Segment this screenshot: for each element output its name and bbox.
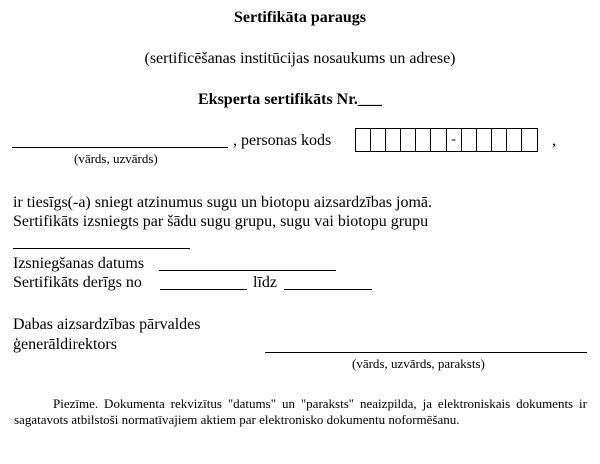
species-group-line	[13, 248, 190, 249]
code-digit-box	[522, 129, 537, 151]
position-line-2: ģenerāldirektors	[13, 336, 117, 353]
trailing-comma: ,	[552, 132, 556, 149]
code-digit-box	[431, 129, 446, 151]
signature-line	[265, 352, 587, 353]
note-paragraph: Piezīme. Dokumenta rekvizītus "datums" un "paraksts" neaizpilda, ja elektroniskais dokuments ir sagatavots atbilstoši normatīvajiem aktiem par elektronisko dokumentu noformēšanu.	[14, 396, 587, 427]
valid-until-label: līdz	[253, 274, 277, 291]
institution-placeholder: (sertificēšanas institūcijas nosaukums un adrese)	[144, 50, 456, 67]
name-hint: (vārds, uzvārds)	[74, 151, 158, 166]
code-digit-box	[507, 129, 522, 151]
personal-code-label: , personas kods	[233, 132, 332, 149]
code-digit-box	[356, 129, 371, 151]
valid-until-line	[284, 289, 372, 290]
certificate-title: Eksperta sertifikāts Nr.	[198, 91, 358, 108]
issue-date-label: Izsniegšanas datums	[13, 255, 145, 272]
code-digit-box	[416, 129, 431, 151]
code-digit-box	[477, 129, 492, 151]
certificate-number-blank: ___	[357, 91, 382, 108]
code-digit-box	[462, 129, 477, 151]
code-digit-box	[386, 129, 401, 151]
code-digit-box	[371, 129, 386, 151]
valid-from-label: Sertifikāts derīgs no	[13, 274, 142, 291]
name-line	[12, 147, 228, 148]
code-digit-box	[401, 129, 416, 151]
position-line-1: Dabas aizsardzības pārvaldes	[13, 316, 201, 333]
code-digit-box	[492, 129, 507, 151]
personal-code-boxes	[355, 128, 538, 152]
authorization-text: ir tiesīgs(-a) sniegt atzinumus sugu un biotopu aizsardzības jomā.	[13, 194, 433, 211]
code-separator-box: -	[447, 129, 462, 151]
valid-from-line	[160, 289, 247, 290]
certificate-heading	[198, 90, 382, 109]
species-group-text: Sertifikāts izsniegts par šādu sugu grupu, sugu vai biotopu grupu	[13, 213, 429, 230]
document-title: Sertifikāta paraugs	[234, 9, 366, 26]
issue-date-line	[159, 270, 336, 271]
signature-hint: (vārds, uzvārds, paraksts)	[352, 356, 485, 371]
